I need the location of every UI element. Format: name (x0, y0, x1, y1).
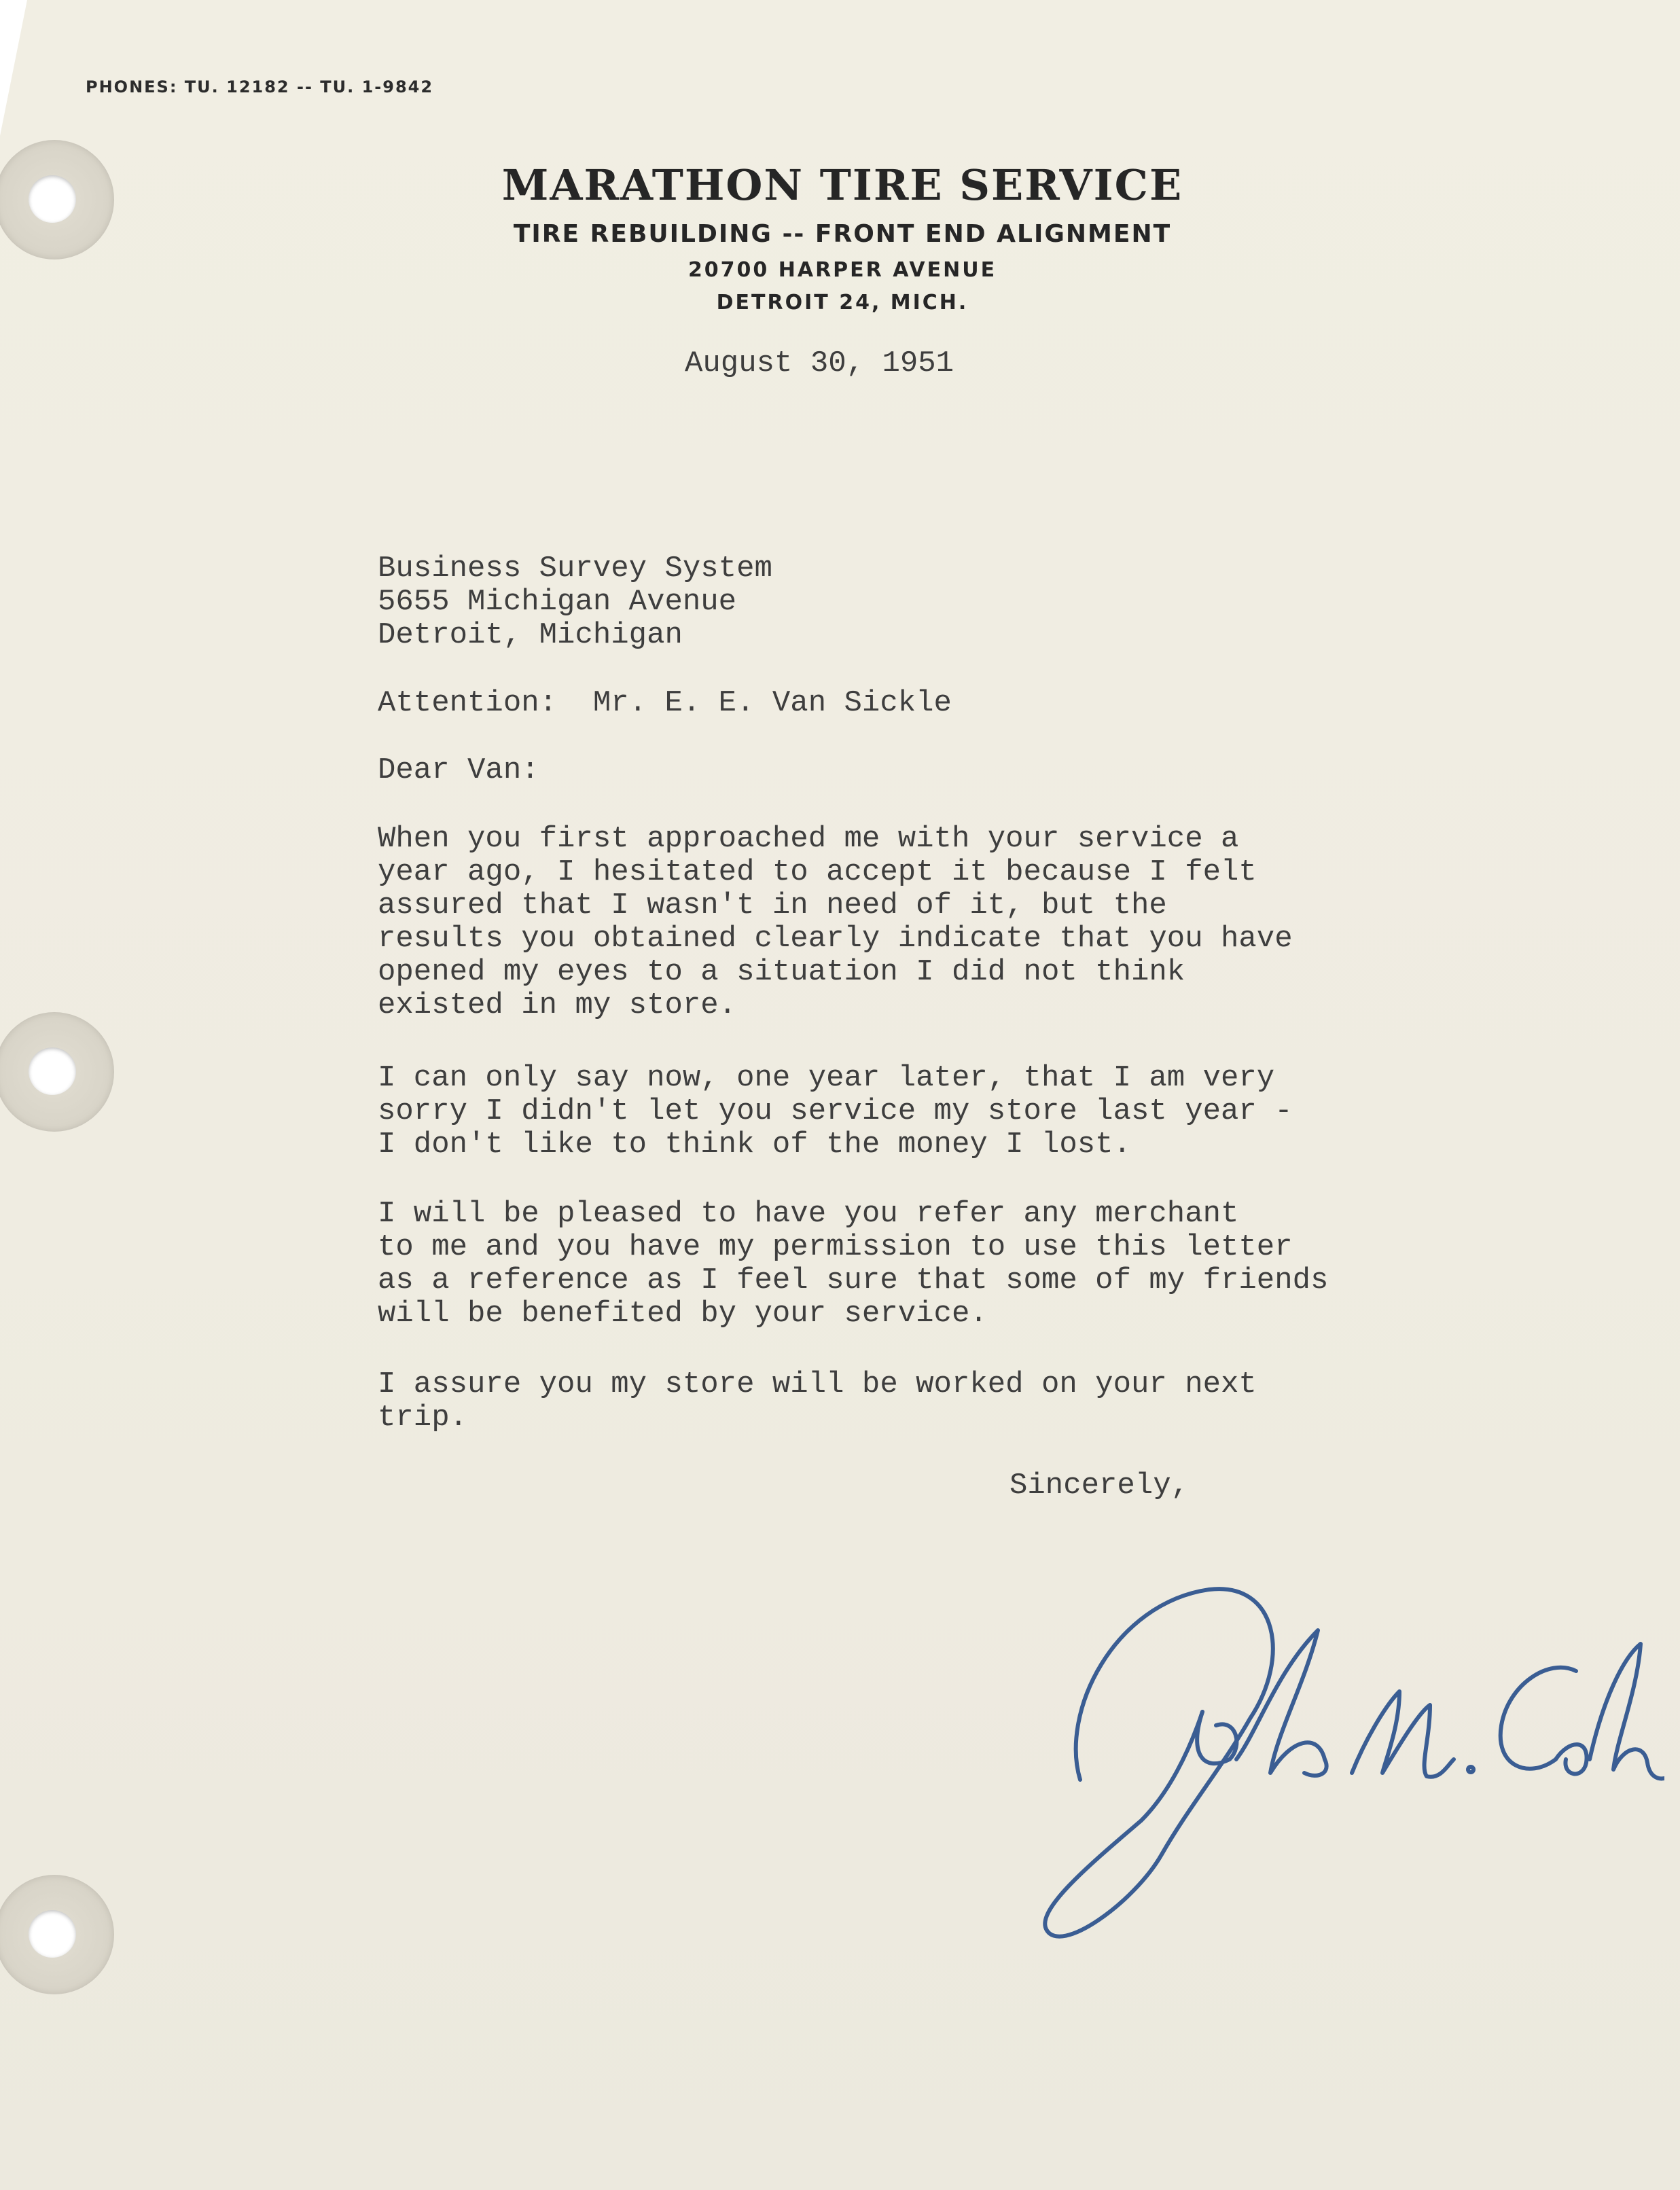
recipient-line: Business Survey System (378, 552, 772, 586)
letter-date: August 30, 1951 (685, 346, 954, 380)
text-line: I assure you my store will be worked on your next (378, 1367, 1257, 1401)
salutation: Dear Van: (378, 753, 539, 787)
company-city: DETROIT 24, MICH. (716, 291, 969, 315)
recipient-line: 5655 Michigan Avenue (378, 585, 737, 619)
company-street: 20700 HARPER AVENUE (687, 258, 997, 282)
text-line: as a reference as I feel sure that some of my friends (378, 1263, 1329, 1297)
company-name: MARATHON TIRE SERVICE (501, 160, 1183, 210)
punch-hole-middle (0, 1012, 114, 1132)
closing: Sincerely, (1009, 1469, 1190, 1503)
punch-hole-bottom (0, 1875, 114, 1994)
text-line: assured that I wasn't in need of it, but the (378, 888, 1167, 922)
punch-hole-top (0, 140, 114, 259)
attention-line: Attention: Mr. E. E. Van Sickle (378, 686, 952, 720)
letterhead (408, 156, 1277, 319)
text-line: trip. (378, 1401, 468, 1435)
text-line: opened my eyes to a situation I did not think (378, 955, 1185, 989)
body-paragraph-3 (378, 1198, 1328, 1331)
handwritten-signature (1033, 1576, 1664, 1943)
body-paragraph-4 (378, 1368, 1257, 1435)
torn-corner (0, 0, 27, 136)
text-line: sorry I didn't let you service my store last year - (378, 1094, 1293, 1128)
text-line: existed in my store. (378, 988, 737, 1022)
text-line: results you obtained clearly indicate that you have (378, 922, 1293, 956)
recipient-address (378, 552, 772, 652)
company-services: TIRE REBUILDING -- FRONT END ALIGNMENT (513, 220, 1172, 248)
recipient-line: Detroit, Michigan (378, 618, 683, 652)
text-line: When you first approached me with your service a (378, 822, 1239, 856)
text-line: will be benefited by your service. (378, 1297, 988, 1331)
text-line: I don't like to think of the money I lost. (378, 1128, 1131, 1162)
text-line: I can only say now, one year later, that I am very (378, 1061, 1275, 1095)
text-line: I will be pleased to have you refer any merchant (378, 1197, 1239, 1231)
text-line: to me and you have my permission to use this letter (378, 1230, 1293, 1264)
phone-numbers: PHONES: TU. 12182 -- TU. 1-9842 (86, 77, 434, 96)
text-line: year ago, I hesitated to accept it because I felt (378, 855, 1257, 889)
body-paragraph-1 (378, 823, 1293, 1022)
body-paragraph-2 (378, 1062, 1293, 1162)
